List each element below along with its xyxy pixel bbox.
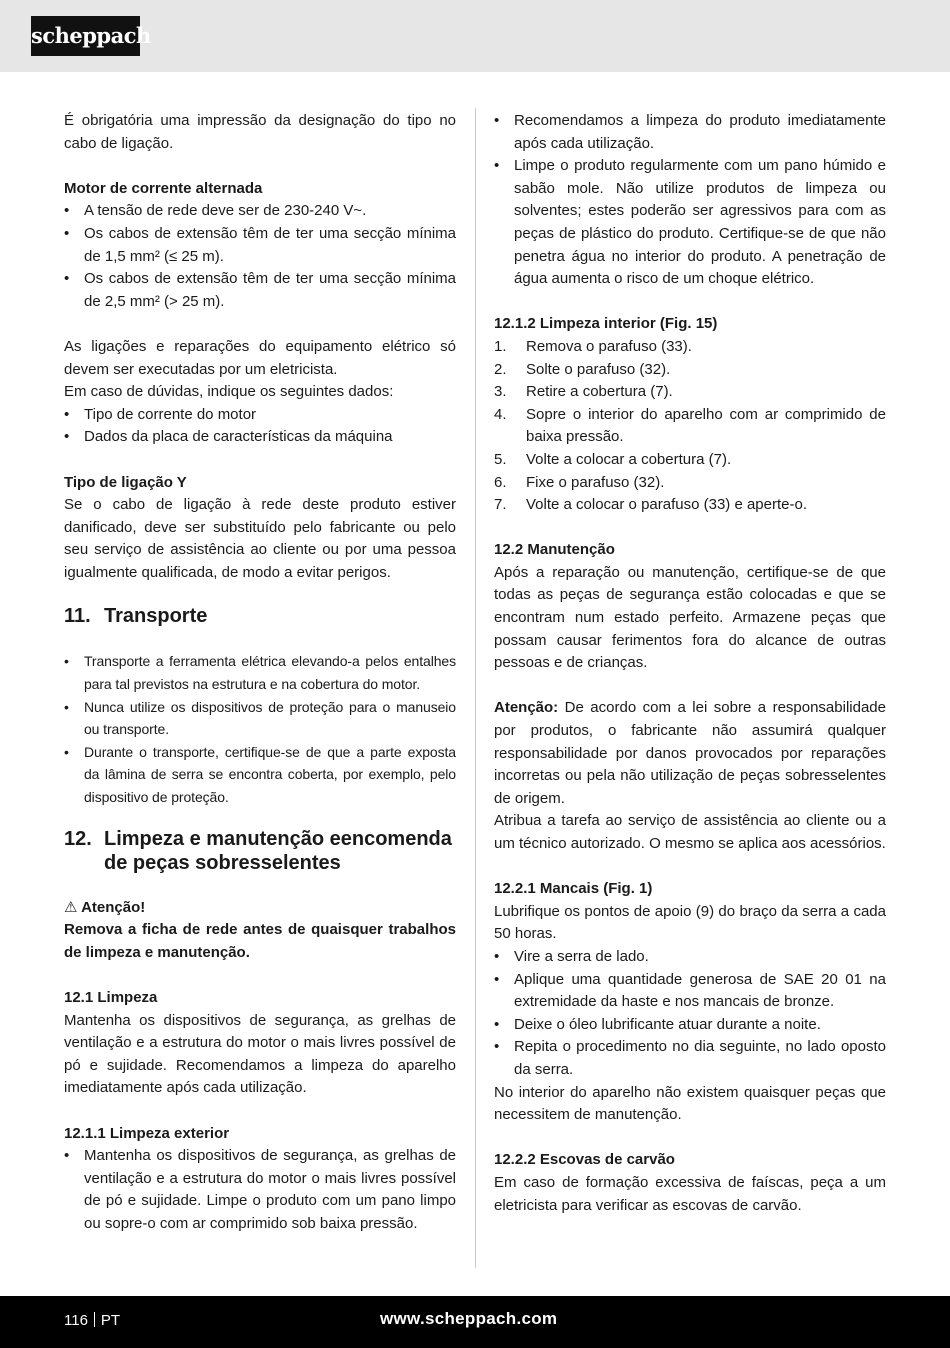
connections-paragraph: As ligações e reparações do equipamento elétrico só devem ser executadas por um eletricista. <box>64 337 456 378</box>
list-item: • Os cabos de extensão têm de ter uma secção mínima de 1,5 mm² (≤ 25 m). <box>64 223 456 268</box>
warning-paragraph: Remova a ficha de rede antes de quaisquer trabalhos de limpeza e manutenção. <box>64 921 456 961</box>
section-title: Limpeza e manutenção eencomenda de peças sobresselentes <box>104 827 452 874</box>
motor-list <box>64 200 456 313</box>
list-item: • Dados da placa de características da máquina <box>64 426 456 449</box>
interior-cleaning-steps <box>494 336 886 517</box>
section-12-heading <box>64 827 456 875</box>
list-item: • Os cabos de extensão têm de ter uma secção mínima de 2,5 mm² (> 25 m). <box>64 268 456 313</box>
maintenance-heading: 12.2 Manutenção <box>494 541 615 559</box>
footer-separator <box>94 1312 95 1327</box>
motor-heading: Motor de corrente alternada <box>64 179 263 197</box>
list-item: • A tensão de rede deve ser de 230-240 V~. <box>64 200 456 223</box>
list-item: 5. Volte a colocar a cobertura (7). <box>494 450 732 468</box>
section-11-heading <box>64 604 456 628</box>
list-item: • Nunca utilize os dispositivos de proteção para o manuseio ou transporte. <box>64 696 456 741</box>
cleaning-list <box>494 110 886 291</box>
list-item: • Repita o procedimento no dia seguinte, no lado oposto da serra. <box>494 1036 886 1081</box>
bearings-heading: 12.2.1 Mancais (Fig. 1) <box>494 880 653 898</box>
list-item: • Vire a serra de lado. <box>494 946 886 969</box>
list-item: 6. Fixe o parafuso (32). <box>494 473 665 491</box>
list-item: • Durante o transporte, certifique-se de que a parte exposta da lâmina de serra se encontra coberta, por exemplo, pelo dispositivo de proteção. <box>64 741 456 809</box>
list-item: 4. Sopre o interior do aparelho com ar comprimido de baixa pressão. <box>494 405 886 446</box>
list-item: • Transporte a ferramenta elétrica elevando-a pelos entalhes para tal previstos na estrutura e na cobertura do motor. <box>64 650 456 695</box>
list-item: • Deixe o óleo lubrificante atuar durante a noite. <box>494 1014 886 1037</box>
intro-paragraph: É obrigatória uma impressão da designação do tipo no cabo de ligação. <box>64 112 456 152</box>
bearings-note: No interior do aparelho não existem quaisquer peças que necessitem de manutenção. <box>494 1083 886 1124</box>
list-item: • Recomendamos a limpeza do produto imediatamente após cada utilização. <box>494 110 886 155</box>
liability-paragraph <box>494 697 886 810</box>
website-link[interactable]: www.scheppach.com <box>380 1309 558 1328</box>
list-item: • Mantenha os dispositivos de segurança, as grelhas de ventilação e a estrutura do motor o mais livres possível de pó e sujidade. Limpe o produto com um pano limpo ou sopre-o com ar comprimido sob baixa pressão. <box>64 1145 456 1235</box>
section-title: Transporte <box>104 605 208 628</box>
list-item: • Tipo de corrente do motor <box>64 404 456 427</box>
maintenance-paragraph: Após a reparação ou manutenção, certifique-se de que todas as peças de segurança estão colocadas e que se encontram num estado perfeito. Armazene peças que possam causar ferimentos fora do alcance de outras pessoas e de crianças. <box>494 563 886 672</box>
doubts-list <box>64 404 456 449</box>
connection-y-paragraph: Se o cabo de ligação à rede deste produto estiver danificado, deve ser substituído pelo fabricante ou pelo seu serviço de assistência ao cliente ou por uma pessoa igualmente qualificada, de modo a evitar perigos. <box>64 496 456 581</box>
doubts-paragraph: Em caso de dúvidas, indique os seguintes dados: <box>64 383 394 401</box>
carbon-brushes-heading: 12.2.2 Escovas de carvão <box>494 1151 675 1169</box>
list-item: • Aplique uma quantidade generosa de SAE 20 01 na extremidade da haste e nos mancais de bronze. <box>494 969 886 1014</box>
page-header <box>0 0 950 72</box>
bearings-paragraph: Lubrifique os pontos de apoio (9) do braço da serra a cada 50 horas. <box>494 902 886 943</box>
cleaning-heading: 12.1 Limpeza <box>64 989 158 1006</box>
list-item: 1. Remova o parafuso (33). <box>494 337 692 355</box>
page-footer <box>0 1296 950 1348</box>
bearings-list <box>494 946 886 1082</box>
exterior-cleaning-heading: 12.1.1 Limpeza exterior <box>64 1124 230 1142</box>
warning-icon: ⚠ <box>64 898 78 916</box>
list-item: 2. Solte o parafuso (32). <box>494 360 671 378</box>
list-item: 3. Retire a cobertura (7). <box>494 383 673 401</box>
exterior-cleaning-list <box>64 1145 456 1235</box>
interior-cleaning-heading: 12.1.2 Limpeza interior (Fig. 15) <box>494 315 718 333</box>
warning-title: Atenção! <box>81 898 146 916</box>
cleaning-paragraph: Mantenha os dispositivos de segurança, as grelhas de ventilação e a estrutura do motor o mais livres possível de pó e sujidade. Recomendamos a limpeza do aparelho imediatamente após cada utilização. <box>64 1011 456 1097</box>
section-number: 11. <box>64 605 91 628</box>
warning-heading <box>64 897 456 920</box>
section-number: 12. <box>64 827 92 850</box>
left-column <box>64 110 456 1236</box>
carbon-brushes-paragraph: Em caso de formação excessiva de faíscas, peça a um eletricista para verificar as escovas de carvão. <box>494 1173 886 1214</box>
column-divider <box>475 108 476 1268</box>
list-item: • Limpe o produto regularmente com um pano húmido e sabão mole. Não utilize produtos de limpeza ou solventes; estes poderão ser agressivos para com as peças de plástico do produto. Certifique-se de que não penetra água no interior do produto. A penetração de água aumenta o risco de um choque elétrico. <box>494 155 886 291</box>
page-number: 116 PT <box>64 1312 121 1329</box>
scheppach-logo: scheppach <box>31 16 140 56</box>
right-column <box>494 110 886 1217</box>
attention-label: Atenção: <box>494 699 559 717</box>
connection-y-heading: Tipo de ligação Y <box>64 473 187 491</box>
service-paragraph: Atribua a tarefa ao serviço de assistência ao cliente ou a um técnico autorizado. O mesmo se aplica aos acessórios. <box>494 812 886 852</box>
transport-list <box>64 650 456 808</box>
list-item: 7. Volte a colocar o parafuso (33) e aperte-o. <box>494 496 808 514</box>
liability-text: De acordo com a lei sobre a responsabilidade por produtos, o fabricante não assumirá qualquer responsabilidade por danos provocados por reparações incorretas ou pela não utilização de peças sobresselentes de origem. <box>494 699 886 807</box>
